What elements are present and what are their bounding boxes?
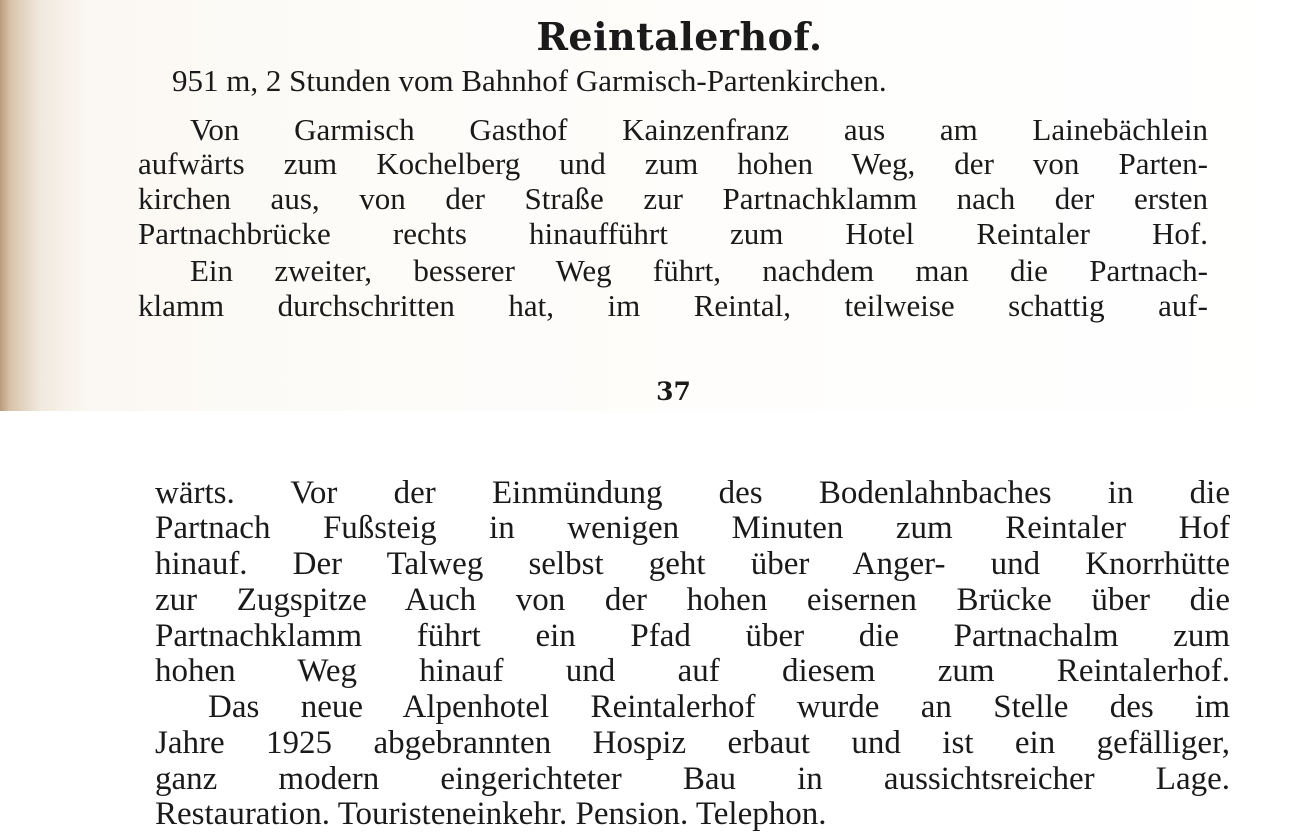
paragraph-line: kirchen aus, von der Straße zur Partnachklamm nach der ersten <box>138 181 1208 216</box>
paragraph-line: Jahre 1925 abgebrannten Hospiz erbaut und ist ein gefälliger, <box>155 725 1230 761</box>
paragraph-line: aufwärts zum Kochelberg und zum hohen Weg, der von Parten- <box>138 146 1208 181</box>
paragraph-line: hohen Weg hinauf und auf diesem zum Reintalerhof. <box>155 653 1230 689</box>
paragraph-line: Partnach Fußsteig in wenigen Minuten zum Reintaler Hof <box>155 510 1230 546</box>
paragraph-line: klamm durchschritten hat, im Reintal, teilweise schattig auf- <box>138 288 1208 323</box>
paragraph-line: Von Garmisch Gasthof Kainzenfranz aus am Lainebächlein <box>190 112 1208 147</box>
page-number: 37 <box>656 377 691 406</box>
paragraph-line: ganz modern eingerichteter Bau in aussichtsreicher Lage. <box>155 761 1230 797</box>
page-title: Reintalerhof. <box>536 14 823 59</box>
paragraph-line: zur Zugspitze Auch von der hohen eisernen Brücke über die <box>155 582 1230 618</box>
paragraph-line: Partnachklamm führt ein Pfad über die Partnachalm zum <box>155 618 1230 654</box>
page-subtitle: 951 m, 2 Stunden vom Bahnhof Garmisch-Partenkirchen. <box>172 63 887 98</box>
paragraph-line: Partnachbrücke rechts hinaufführt zum Hotel Reintaler Hof. <box>138 216 1208 251</box>
paragraph-line: Restauration. Touristeneinkehr. Pension. Telephon. <box>155 796 827 832</box>
paragraph-line: Das neue Alpenhotel Reintalerhof wurde an Stelle des im <box>208 689 1230 725</box>
paragraph-line: hinauf. Der Talweg selbst geht über Anger- und Knorrhütte <box>155 546 1230 582</box>
paragraph-line: Ein zweiter, besserer Weg führt, nachdem man die Partnach- <box>190 253 1208 288</box>
paragraph-line: wärts. Vor der Einmündung des Bodenlahnbaches in die <box>155 475 1230 511</box>
